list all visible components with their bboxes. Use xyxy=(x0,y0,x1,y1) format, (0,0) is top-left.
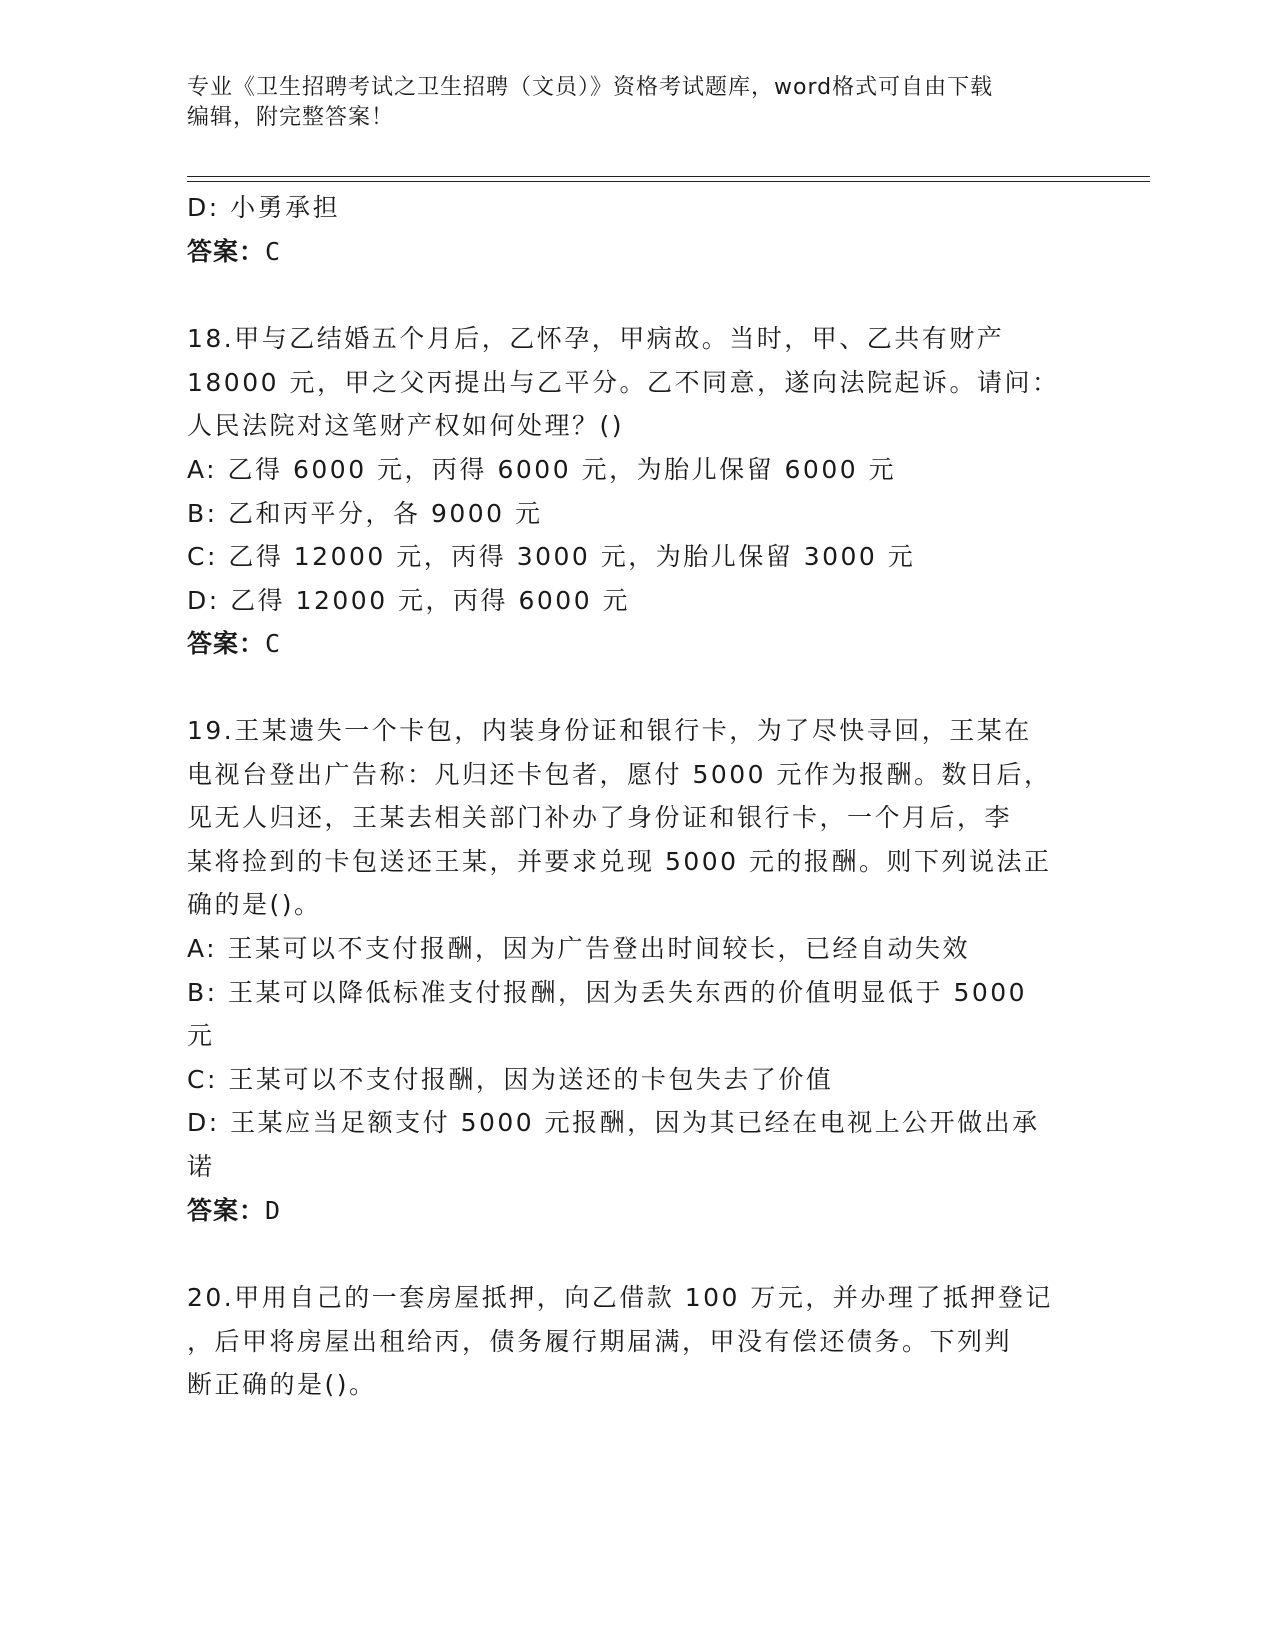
q19-answer xyxy=(187,1196,281,1226)
answer-label: 答案： xyxy=(187,1196,266,1225)
q18-option-c: C: 乙得 12000 元，丙得 3000 元，为胎儿保留 3000 元 xyxy=(187,542,916,571)
header-line-2: 编辑，附完整答案！ xyxy=(187,105,395,130)
q18-stem-line-3: 人民法院对这笔财产权如何处理？() xyxy=(187,411,625,440)
q19-stem-line-2: 电视台登出广告称：凡归还卡包者，愿付 5000 元作为报酬。数日后， xyxy=(187,760,1052,789)
header-line-1: 专业《卫生招聘考试之卫生招聘（文员）》资格考试题库，word格式可自由下载 xyxy=(187,75,994,100)
q19-stem-line-5: 确的是()。 xyxy=(187,890,322,919)
q17-option-d: D: 小勇承担 xyxy=(187,193,341,222)
q19-option-a: A: 王某可以不支付报酬，因为广告登出时间较长，已经自动失效 xyxy=(187,934,971,963)
q17-answer xyxy=(187,237,281,267)
q19-option-b-cont: 元 xyxy=(187,1021,215,1050)
q19-stem-line-1: 19.王某遗失一个卡包，内装身份证和银行卡，为了尽快寻回，王某在 xyxy=(187,716,1032,745)
q20-stem-line-2: ，后甲将房屋出租给丙，债务履行期届满，甲没有偿还债务。下列判 xyxy=(187,1327,1013,1356)
answer-value: C xyxy=(265,237,282,266)
answer-label: 答案： xyxy=(187,237,266,266)
document-header xyxy=(187,73,1087,133)
q18-option-b: B: 乙和丙平分，各 9000 元 xyxy=(187,499,543,528)
answer-label: 答案： xyxy=(187,629,266,658)
q18-option-d: D: 乙得 12000 元，丙得 6000 元 xyxy=(187,586,631,615)
q19-stem-line-3: 见无人归还，王某去相关部门补办了身份证和银行卡，一个月后，李 xyxy=(187,803,1013,832)
q20-stem-line-3: 断正确的是()。 xyxy=(187,1370,377,1399)
q18-answer xyxy=(187,629,281,659)
header-rule-top xyxy=(187,176,1150,177)
q18-option-a: A: 乙得 6000 元，丙得 6000 元，为胎儿保留 6000 元 xyxy=(187,455,897,484)
answer-value: D xyxy=(265,1196,282,1225)
q18-stem-line-1: 18.甲与乙结婚五个月后，乙怀孕，甲病故。当时，甲、乙共有财产 xyxy=(187,324,1005,353)
q19-option-b: B: 王某可以降低标准支付报酬，因为丢失东西的价值明显低于 5000 xyxy=(187,978,1028,1007)
q18-stem-line-2: 18000 元，甲之父丙提出与乙平分。乙不同意，遂向法院起诉。请问： xyxy=(187,368,1060,397)
q19-option-d-cont: 诺 xyxy=(187,1152,215,1181)
q19-option-d: D: 王某应当足额支付 5000 元报酬，因为其已经在电视上公开做出承 xyxy=(187,1108,1040,1137)
answer-value: C xyxy=(265,629,282,658)
q20-stem-line-1: 20.甲用自己的一套房屋抵押，向乙借款 100 万元，并办理了抵押登记 xyxy=(187,1283,1053,1312)
header-rule-bottom xyxy=(187,181,1150,182)
q19-stem-line-4: 某将捡到的卡包送还王某，并要求兑现 5000 元的报酬。则下列说法正 xyxy=(187,847,1052,876)
q19-option-c: C: 王某可以不支付报酬，因为送还的卡包失去了价值 xyxy=(187,1065,834,1094)
